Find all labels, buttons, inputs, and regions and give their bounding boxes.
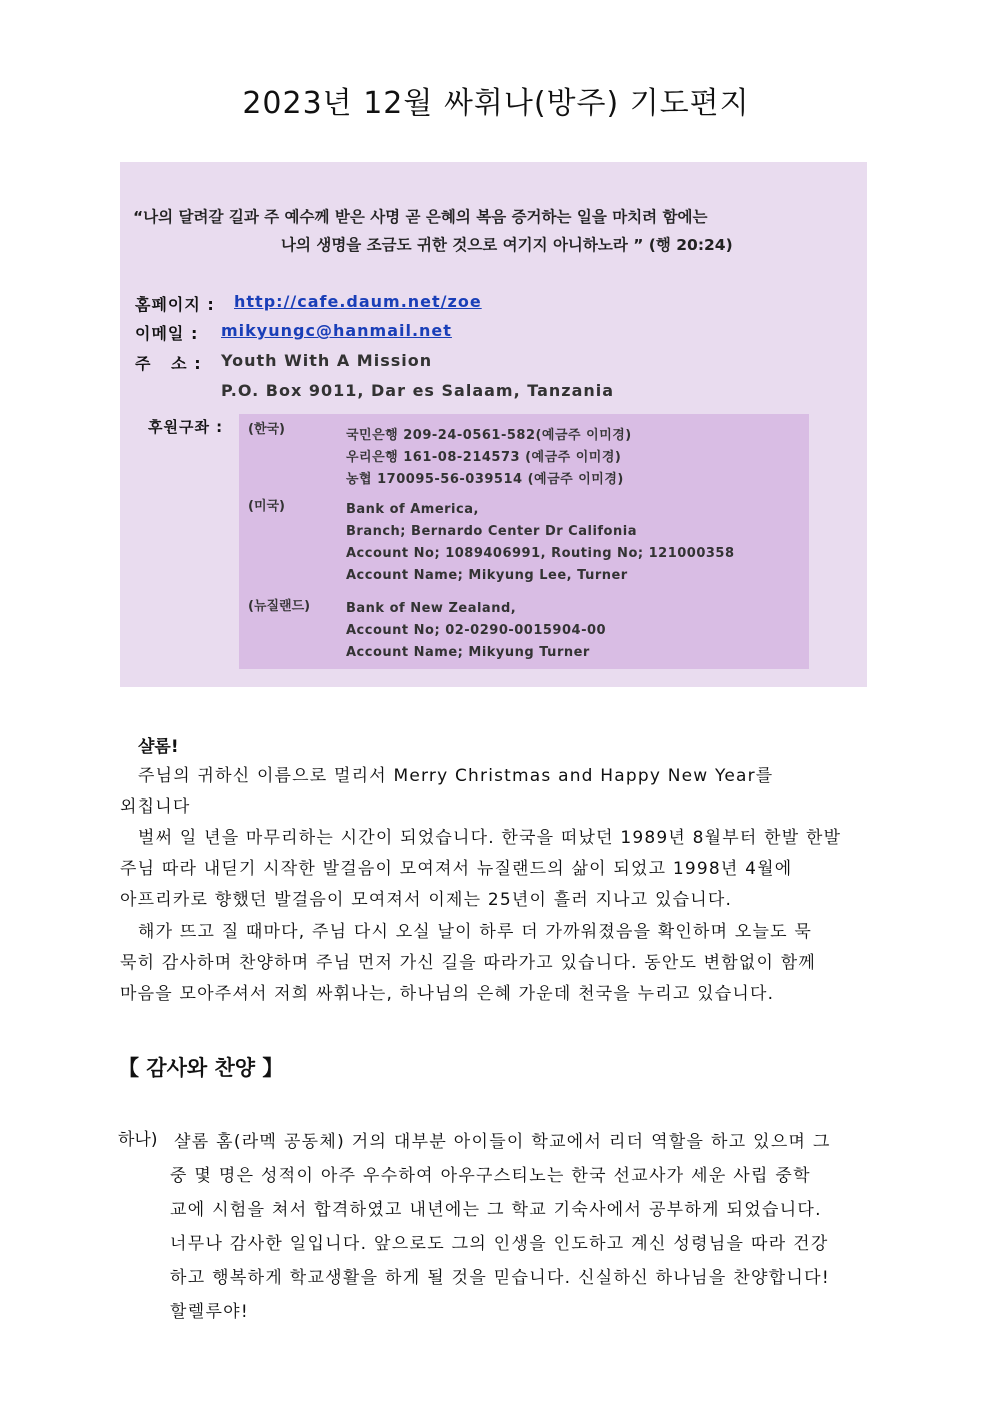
bible-verse — [133, 203, 733, 259]
paragraph-2-line-2: 주님 따라 내딛기 시작한 발걸음이 모여져서 뉴질랜드의 삶이 되었고 1998년 4월에 — [120, 859, 793, 879]
item-line-5: 하고 행복하게 학교생활을 하게 될 것을 믿습니다. 신실하신 하나님을 찬양합니다! — [170, 1268, 830, 1288]
accounts-label: 후원구좌 : — [148, 418, 224, 436]
verse-line-1: “나의 달려갈 길과 주 예수께 받은 사명 곧 은혜의 복음 증거하는 일을 마치려 함에는 — [133, 208, 708, 226]
paragraph-3-line-1: 해가 뜨고 질 때마다, 주님 다시 오실 날이 하루 더 가까워졌음을 확인하며 오늘도 묵 — [138, 922, 812, 942]
paragraph-1-line-1: 주님의 귀하신 이름으로 멀리서 Merry Christmas and Happy New Year를 — [138, 766, 774, 786]
usa-account-4: Account Name; Mikyung Lee, Turner — [346, 568, 628, 583]
usa-account-1: Bank of America, — [346, 502, 479, 517]
verse-line-2: 나의 생명을 조금도 귀한 것으로 여기지 아니하노라 ” (행 20:24) — [281, 236, 733, 254]
korea-account-1: 국민은행 209-24-0561-582(예금주 이미경) — [346, 428, 632, 443]
paragraph-3-line-3: 마음을 모아주셔서 저희 싸휘나는, 하나님의 은혜 가운데 천국을 누리고 있습니다. — [120, 984, 775, 1004]
country-usa: (미국) — [248, 499, 285, 514]
email-link[interactable]: mikyungc@hanmail.net — [221, 321, 452, 340]
homepage-label: 홈페이지 : — [135, 295, 215, 314]
item-line-2: 중 몇 명은 성적이 아주 우수하여 아우구스티노는 한국 선교사가 세운 사립 중학 — [170, 1166, 811, 1186]
paragraph-2-line-1: 벌써 일 년을 마무리하는 시간이 되었습니다. 한국을 떠났던 1989년 8월부터 한발 한발 — [138, 828, 842, 848]
paragraph-1-line-2: 외칩니다 — [120, 797, 191, 817]
country-korea: (한국) — [248, 422, 285, 437]
usa-account-2: Branch; Bernardo Center Dr Califonia — [346, 524, 637, 539]
homepage-link[interactable]: http://cafe.daum.net/zoe — [234, 292, 482, 311]
email-label: 이메일 : — [135, 324, 199, 343]
section-heading: 【 감사와 찬양 】 — [118, 1056, 284, 1080]
nz-account-1: Bank of New Zealand, — [346, 601, 517, 616]
nz-account-3: Account Name; Mikyung Turner — [346, 645, 590, 660]
paragraph-2-line-3: 아프리카로 향했던 발걸음이 모여져서 이제는 25년이 흘러 지나고 있습니다. — [120, 890, 733, 910]
item-body — [170, 1125, 878, 1329]
item-line-6: 할렐루야! — [170, 1302, 250, 1322]
paragraph-3-line-2: 묵히 감사하며 찬양하며 주님 먼저 가신 길을 따라가고 있습니다. 동안도 변함없이 함께 — [120, 953, 817, 973]
page-title: 2023년 12월 싸휘나(방주) 기도편지 — [242, 86, 750, 121]
item-number: 하나) — [118, 1130, 158, 1150]
item-line-1: 샬롬 홈(라멕 공동체) 거의 대부분 아이들이 학교에서 리더 역할을 하고 있으며 그 — [174, 1132, 831, 1152]
address-line-1: Youth With A Mission — [221, 351, 433, 370]
usa-account-3: Account No; 1089406991, Routing No; 121000358 — [346, 546, 735, 561]
address-line-2: P.O. Box 9011, Dar es Salaam, Tanzania — [221, 381, 615, 400]
item-line-4: 너무나 감사한 일입니다. 앞으로도 그의 인생을 인도하고 계신 성령님을 따라 건강 — [170, 1234, 829, 1254]
item-line-3: 교에 시험을 쳐서 합격하였고 내년에는 그 학교 기숙사에서 공부하게 되었습니다. — [170, 1200, 822, 1220]
greeting: 샬롬! — [138, 737, 179, 757]
country-nz: (뉴질랜드) — [248, 599, 311, 614]
korea-account-3: 농협 170095-56-039514 (예금주 이미경) — [346, 472, 624, 487]
address-label: 주 소 : — [135, 354, 202, 373]
nz-account-2: Account No; 02-0290-0015904-00 — [346, 623, 607, 638]
korea-account-2: 우리은행 161-08-214573 (예금주 이미경) — [346, 450, 622, 465]
